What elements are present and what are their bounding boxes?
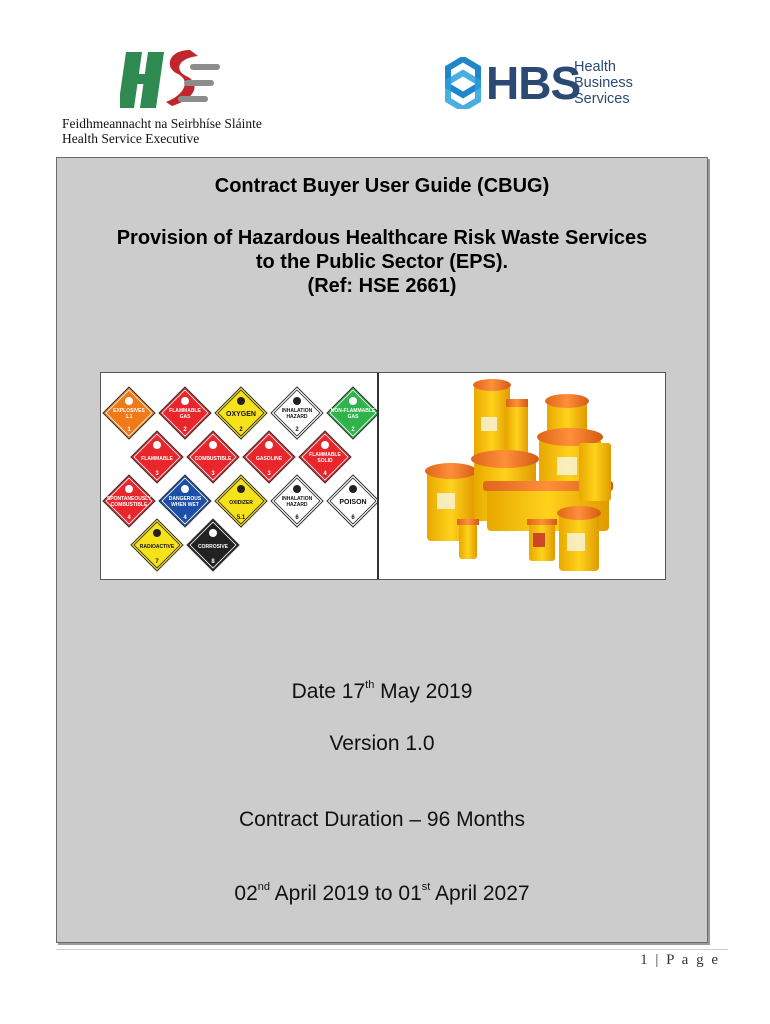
hazard-signs-image	[101, 373, 379, 579]
hazard-sign-label: NON-FLAMMABLE	[330, 408, 376, 414]
hazard-sign	[215, 475, 267, 527]
hazard-sign-label: COMBUSTIBLE	[194, 456, 232, 462]
hazard-sign	[187, 431, 239, 483]
document-reference: (Ref: HSE 2661)	[307, 275, 457, 297]
hazard-sign-label: FLAMMABLE	[309, 452, 341, 458]
hazard-sign-class: 2	[295, 427, 299, 433]
document-date: Date 17th May 2019	[291, 679, 473, 703]
hbs-sub-services: Services	[574, 91, 630, 107]
hazard-sign-class: 1	[127, 427, 131, 433]
hazard-sign-label: COMBUSTIBLE	[110, 502, 148, 508]
hazard-sign-class: 4	[183, 515, 187, 521]
hse-logo-mark	[120, 46, 220, 112]
hse-logo	[62, 46, 277, 150]
hazard-sign-label: CORROSIVE	[197, 544, 229, 550]
hazard-sign-label: SOLID	[317, 458, 333, 464]
hbs-logo	[444, 55, 644, 115]
hazard-sign	[327, 475, 377, 527]
hazard-sign-class: 3	[211, 471, 215, 477]
hazard-sign-class: 4	[323, 471, 327, 477]
hazard-sign	[187, 519, 239, 571]
hazard-sign-label: HAZARD	[286, 502, 308, 508]
hazard-sign-class: 6	[295, 515, 299, 521]
hazard-sign-class: 7	[155, 559, 159, 565]
hazard-sign-class: 8	[211, 559, 215, 565]
hazard-sign-label: OXYGEN	[226, 411, 256, 418]
contract-duration: Contract Duration – 96 Months	[239, 808, 525, 831]
hazard-sign	[131, 519, 183, 571]
hazard-sign-label: POISON	[339, 499, 367, 506]
hazard-sign	[271, 475, 323, 527]
hbs-wordmark: HBS	[486, 57, 581, 109]
hazard-sign-label: WHEN WET	[171, 502, 199, 508]
hazard-sign-label: HAZARD	[286, 414, 308, 420]
cover-panel	[56, 157, 708, 943]
cover-images	[100, 372, 666, 580]
document-version: Version 1.0	[329, 732, 435, 755]
hbs-sub-health: Health	[574, 59, 616, 75]
hazard-sign-class: 2	[351, 427, 355, 433]
page-number: 1 | P a g e	[640, 952, 720, 968]
hazard-sign-class: 2	[183, 427, 187, 433]
hazard-sign	[299, 431, 351, 483]
hazard-sign-label: GAS	[179, 414, 191, 420]
hazard-sign-label: INHALATION	[281, 408, 313, 414]
document-subtitle-line2: to the Public Sector (EPS).	[255, 251, 509, 273]
hazard-sign-label: FLAMMABLE	[141, 456, 173, 462]
hazard-sign-label: FLAMMABLE	[169, 408, 201, 414]
hazard-sign-class: 3	[267, 471, 271, 477]
hse-tagline-english: Health Service Executive	[62, 131, 200, 146]
hazard-sign	[103, 475, 155, 527]
document-title: Contract Buyer User Guide (CBUG)	[214, 175, 550, 197]
hbs-subtitle	[574, 59, 633, 107]
hazard-sign	[159, 387, 211, 439]
footer-divider	[56, 949, 728, 950]
document-subtitle-line1: Provision of Hazardous Healthcare Risk Waste Services	[116, 227, 648, 249]
hazard-sign-label: GAS	[347, 414, 359, 420]
hazard-sign	[243, 431, 295, 483]
hazard-sign-label: SPONTANEOUSLY	[106, 496, 152, 502]
hazard-sign	[131, 431, 183, 483]
hazard-sign-label: RADIOACTIVE	[139, 544, 175, 550]
hazard-sign-class: 6	[351, 515, 355, 521]
hazard-sign-class: 3	[155, 471, 159, 477]
hse-tagline	[62, 116, 262, 146]
hbs-sub-business: Business	[574, 75, 633, 91]
hazard-sign-class: 4	[127, 515, 131, 521]
hazard-sign-label: INHALATION	[281, 496, 313, 502]
hazard-sign	[327, 387, 377, 439]
hazard-sign-label: GASOLINE	[255, 456, 283, 462]
hazard-sign	[103, 387, 155, 439]
sharps-containers-image	[379, 373, 665, 579]
hse-tagline-irish: Feidhmeannacht na Seirbhíse Sláinte	[62, 116, 262, 131]
hazard-sign-label: EXPLOSIVES	[113, 408, 145, 414]
hazard-sign-label: OXIDIZER	[229, 500, 253, 506]
hazard-sign	[159, 475, 211, 527]
sharps-containers-graphic	[379, 373, 665, 579]
hazard-signs-graphic	[101, 373, 377, 579]
hazard-sign-label: 1.1	[125, 414, 133, 420]
hazard-sign	[215, 387, 267, 439]
contract-period: 02nd April 2019 to 01st April 2027	[234, 881, 530, 905]
hbs-logo-icon	[444, 57, 482, 109]
hazard-sign-class: 5.1	[236, 515, 246, 521]
hazard-sign-class: 2	[239, 427, 243, 433]
hazard-sign-label: DANGEROUS	[168, 496, 202, 502]
hazard-sign	[271, 387, 323, 439]
